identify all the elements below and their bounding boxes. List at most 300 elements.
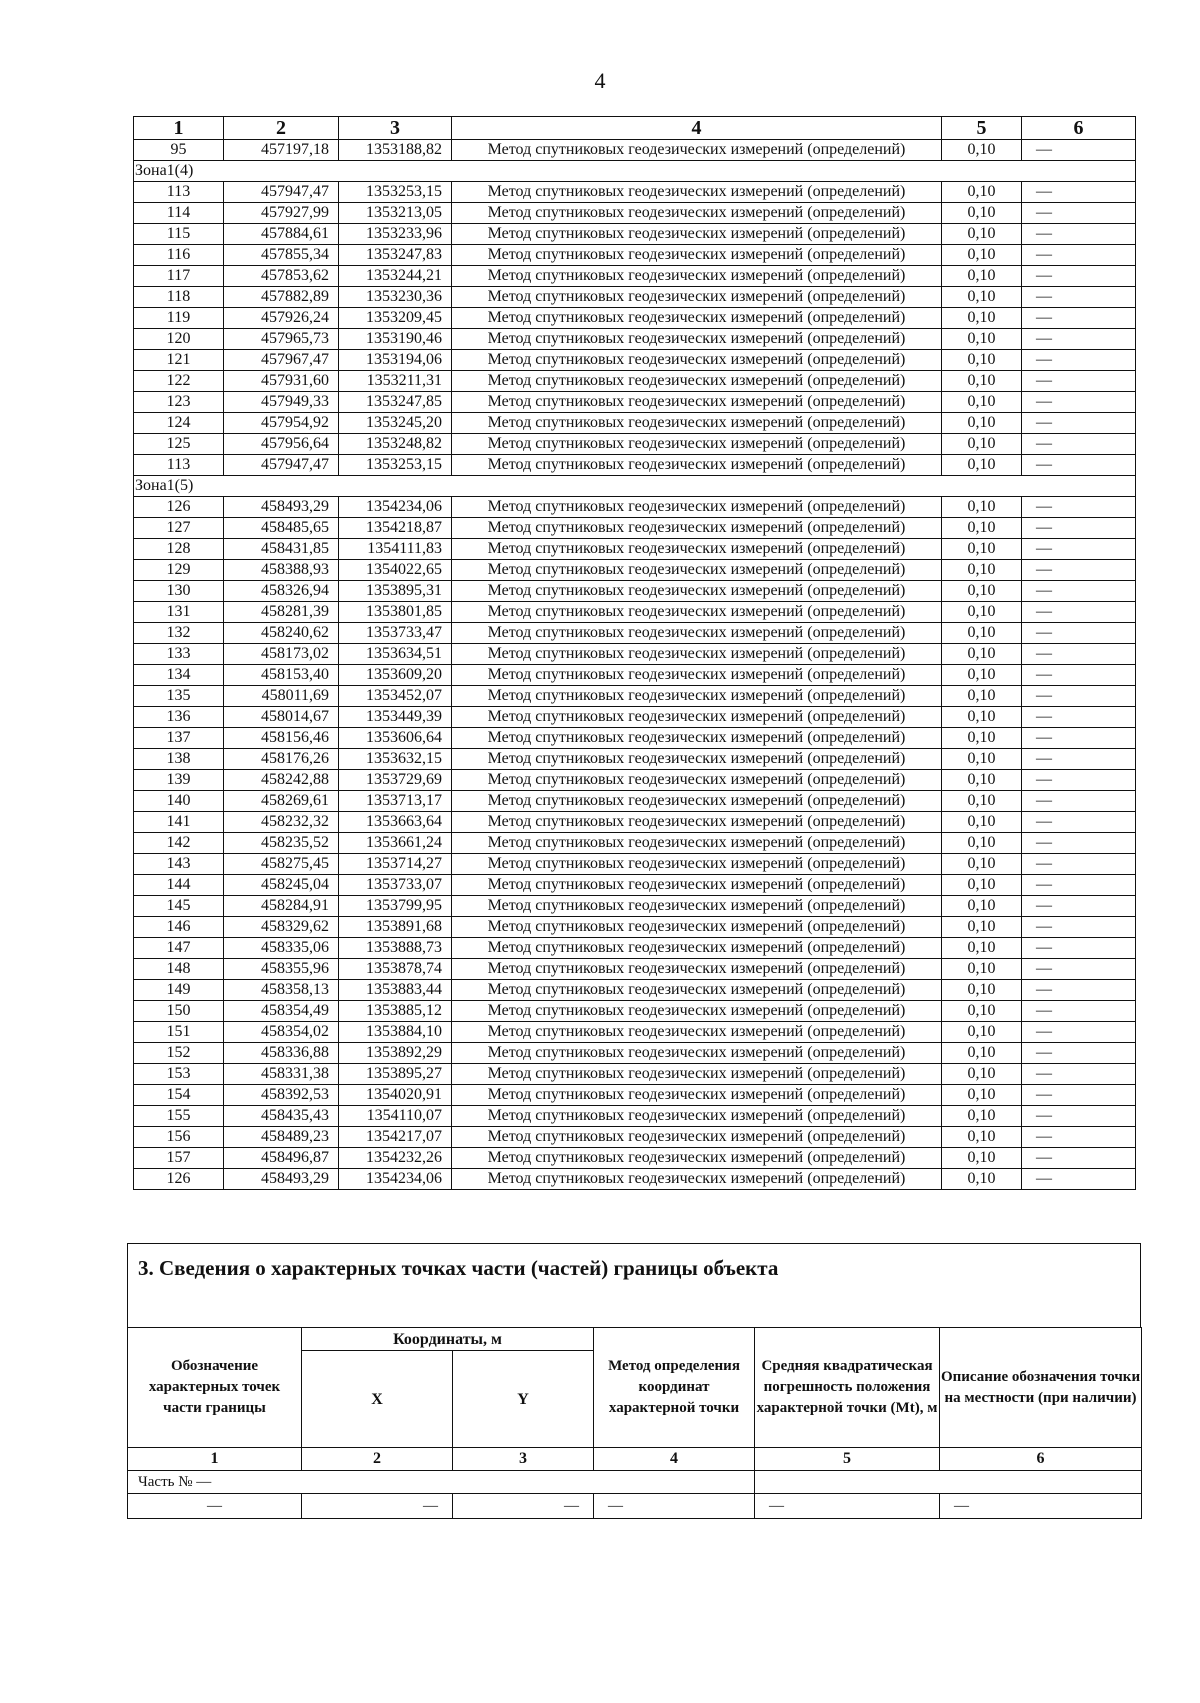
coord-x: 458284,91 bbox=[224, 896, 339, 917]
point-number: 128 bbox=[134, 539, 224, 560]
empty-cell: — bbox=[128, 1494, 302, 1519]
point-number: 138 bbox=[134, 749, 224, 770]
accuracy: 0,10 bbox=[942, 875, 1022, 896]
coord-x: 458235,52 bbox=[224, 833, 339, 854]
point-number: 152 bbox=[134, 1043, 224, 1064]
point-number: 135 bbox=[134, 686, 224, 707]
coord-x: 458173,02 bbox=[224, 644, 339, 665]
method: Метод спутниковых геодезических измерений (определений) bbox=[452, 728, 942, 749]
point-number: 142 bbox=[134, 833, 224, 854]
table-row bbox=[134, 413, 1136, 434]
table-row bbox=[134, 854, 1136, 875]
accuracy: 0,10 bbox=[942, 749, 1022, 770]
accuracy: 0,10 bbox=[942, 917, 1022, 938]
description: — bbox=[1022, 140, 1136, 161]
method: Метод спутниковых геодезических измерений (определений) bbox=[452, 707, 942, 728]
accuracy: 0,10 bbox=[942, 623, 1022, 644]
accuracy: 0,10 bbox=[942, 665, 1022, 686]
accuracy: 0,10 bbox=[942, 266, 1022, 287]
table-row bbox=[134, 749, 1136, 770]
table-row bbox=[134, 686, 1136, 707]
method: Метод спутниковых геодезических измерений (определений) bbox=[452, 266, 942, 287]
coord-x: 458156,46 bbox=[224, 728, 339, 749]
method: Метод спутниковых геодезических измерений (определений) bbox=[452, 287, 942, 308]
table-row bbox=[134, 1022, 1136, 1043]
method: Метод спутниковых геодезических измерений (определений) bbox=[452, 497, 942, 518]
coord-y: 1353733,47 bbox=[339, 623, 452, 644]
point-number: 139 bbox=[134, 770, 224, 791]
table-row bbox=[134, 980, 1136, 1001]
accuracy: 0,10 bbox=[942, 539, 1022, 560]
table-row bbox=[134, 938, 1136, 959]
coord-y: 1353194,06 bbox=[339, 350, 452, 371]
description: — bbox=[1022, 203, 1136, 224]
point-number: 122 bbox=[134, 371, 224, 392]
description: — bbox=[1022, 1064, 1136, 1085]
table-row bbox=[134, 140, 1136, 161]
description: — bbox=[1022, 959, 1136, 980]
table-row bbox=[134, 455, 1136, 476]
description: — bbox=[1022, 938, 1136, 959]
method: Метод спутниковых геодезических измерений (определений) bbox=[452, 791, 942, 812]
method: Метод спутниковых геодезических измерений (определений) bbox=[452, 980, 942, 1001]
table-row bbox=[134, 707, 1136, 728]
table-row bbox=[134, 224, 1136, 245]
table-row bbox=[134, 266, 1136, 287]
point-number: 144 bbox=[134, 875, 224, 896]
coord-x: 457853,62 bbox=[224, 266, 339, 287]
table-row bbox=[134, 350, 1136, 371]
point-number: 150 bbox=[134, 1001, 224, 1022]
table-row bbox=[134, 518, 1136, 539]
coord-y: 1353884,10 bbox=[339, 1022, 452, 1043]
part-column-number-row bbox=[128, 1448, 1142, 1471]
point-number: 114 bbox=[134, 203, 224, 224]
point-number: 125 bbox=[134, 434, 224, 455]
coord-x: 458331,38 bbox=[224, 1064, 339, 1085]
accuracy: 0,10 bbox=[942, 1085, 1022, 1106]
description: — bbox=[1022, 875, 1136, 896]
coord-y: 1353449,39 bbox=[339, 707, 452, 728]
point-number: 151 bbox=[134, 1022, 224, 1043]
accuracy: 0,10 bbox=[942, 1022, 1022, 1043]
table-row bbox=[134, 896, 1136, 917]
coord-x: 458269,61 bbox=[224, 791, 339, 812]
table-row bbox=[134, 1148, 1136, 1169]
column-number: 4 bbox=[452, 117, 942, 140]
point-number: 126 bbox=[134, 1169, 224, 1190]
empty-cell: — bbox=[755, 1494, 940, 1519]
method: Метод спутниковых геодезических измерений (определений) bbox=[452, 581, 942, 602]
method: Метод спутниковых геодезических измерений (определений) bbox=[452, 1169, 942, 1190]
coord-x: 458245,04 bbox=[224, 875, 339, 896]
description: — bbox=[1022, 644, 1136, 665]
coord-x: 457965,73 bbox=[224, 329, 339, 350]
description: — bbox=[1022, 917, 1136, 938]
table-row bbox=[134, 308, 1136, 329]
accuracy: 0,10 bbox=[942, 308, 1022, 329]
zone-header-row bbox=[134, 476, 1136, 497]
method: Метод спутниковых геодезических измерений (определений) bbox=[452, 560, 942, 581]
table-row bbox=[134, 329, 1136, 350]
coord-x: 458354,49 bbox=[224, 1001, 339, 1022]
coord-x: 458496,87 bbox=[224, 1148, 339, 1169]
coord-y: 1353609,20 bbox=[339, 665, 452, 686]
description: — bbox=[1022, 770, 1136, 791]
table-row bbox=[134, 812, 1136, 833]
zone-label: Зона1(4) bbox=[134, 161, 1136, 182]
point-number: 119 bbox=[134, 308, 224, 329]
accuracy: 0,10 bbox=[942, 182, 1022, 203]
accuracy: 0,10 bbox=[942, 413, 1022, 434]
description: — bbox=[1022, 539, 1136, 560]
coord-y: 1353244,21 bbox=[339, 266, 452, 287]
coord-x: 457855,34 bbox=[224, 245, 339, 266]
method: Метод спутниковых геодезических измерений (определений) bbox=[452, 644, 942, 665]
coord-x: 458176,26 bbox=[224, 749, 339, 770]
method: Метод спутниковых геодезических измерений (определений) bbox=[452, 1085, 942, 1106]
point-number: 123 bbox=[134, 392, 224, 413]
coord-y: 1353452,07 bbox=[339, 686, 452, 707]
coord-y: 1353895,31 bbox=[339, 581, 452, 602]
empty-cell: — bbox=[940, 1494, 1142, 1519]
point-number: 124 bbox=[134, 413, 224, 434]
coordinates-table-body bbox=[134, 117, 1136, 1190]
accuracy: 0,10 bbox=[942, 245, 1022, 266]
coord-y: 1353247,85 bbox=[339, 392, 452, 413]
method: Метод спутниковых геодезических измерений (определений) bbox=[452, 539, 942, 560]
table-row bbox=[134, 287, 1136, 308]
method: Метод спутниковых геодезических измерений (определений) bbox=[452, 602, 942, 623]
part-points-table bbox=[127, 1327, 1142, 1519]
part-label: Часть № — bbox=[128, 1471, 755, 1494]
coord-x: 458275,45 bbox=[224, 854, 339, 875]
method: Метод спутниковых геодезических измерений (определений) bbox=[452, 455, 942, 476]
table-row bbox=[134, 1043, 1136, 1064]
description: — bbox=[1022, 350, 1136, 371]
coord-x: 458489,23 bbox=[224, 1127, 339, 1148]
column-number: 2 bbox=[302, 1448, 453, 1471]
coord-y: 1353892,29 bbox=[339, 1043, 452, 1064]
table-row bbox=[134, 497, 1136, 518]
coord-x: 457949,33 bbox=[224, 392, 339, 413]
description: — bbox=[1022, 1127, 1136, 1148]
table-row bbox=[134, 728, 1136, 749]
coord-x: 457926,24 bbox=[224, 308, 339, 329]
accuracy: 0,10 bbox=[942, 770, 1022, 791]
coord-x: 457927,99 bbox=[224, 203, 339, 224]
coord-x: 457931,60 bbox=[224, 371, 339, 392]
coord-y: 1353606,64 bbox=[339, 728, 452, 749]
point-number: 133 bbox=[134, 644, 224, 665]
table-row bbox=[134, 434, 1136, 455]
description: — bbox=[1022, 1043, 1136, 1064]
header-accuracy: Средняя квадратическая погрешность положения характерной точки (Mt), м bbox=[755, 1328, 940, 1448]
accuracy: 0,10 bbox=[942, 1148, 1022, 1169]
description: — bbox=[1022, 434, 1136, 455]
column-number: 1 bbox=[134, 117, 224, 140]
accuracy: 0,10 bbox=[942, 707, 1022, 728]
accuracy: 0,10 bbox=[942, 581, 1022, 602]
column-number: 5 bbox=[942, 117, 1022, 140]
description: — bbox=[1022, 1106, 1136, 1127]
header-method: Метод определения координат характерной точки bbox=[594, 1328, 755, 1448]
method: Метод спутниковых геодезических измерений (определений) bbox=[452, 875, 942, 896]
empty-cell: — bbox=[594, 1494, 755, 1519]
part-header-row bbox=[128, 1328, 1142, 1351]
coord-x: 458014,67 bbox=[224, 707, 339, 728]
point-number: 130 bbox=[134, 581, 224, 602]
coord-y: 1353247,83 bbox=[339, 245, 452, 266]
coord-y: 1354110,07 bbox=[339, 1106, 452, 1127]
point-number: 147 bbox=[134, 938, 224, 959]
coord-x: 458326,94 bbox=[224, 581, 339, 602]
description: — bbox=[1022, 1169, 1136, 1190]
description: — bbox=[1022, 581, 1136, 602]
accuracy: 0,10 bbox=[942, 1106, 1022, 1127]
column-number: 5 bbox=[755, 1448, 940, 1471]
description: — bbox=[1022, 1085, 1136, 1106]
point-number: 153 bbox=[134, 1064, 224, 1085]
coord-y: 1353885,12 bbox=[339, 1001, 452, 1022]
accuracy: 0,10 bbox=[942, 455, 1022, 476]
point-number: 116 bbox=[134, 245, 224, 266]
accuracy: 0,10 bbox=[942, 791, 1022, 812]
table-row bbox=[134, 1127, 1136, 1148]
accuracy: 0,10 bbox=[942, 644, 1022, 665]
part-label-row bbox=[128, 1471, 1142, 1494]
coord-y: 1353253,15 bbox=[339, 455, 452, 476]
coord-y: 1353233,96 bbox=[339, 224, 452, 245]
description: — bbox=[1022, 812, 1136, 833]
description: — bbox=[1022, 308, 1136, 329]
point-number: 129 bbox=[134, 560, 224, 581]
description: — bbox=[1022, 224, 1136, 245]
column-number: 2 bbox=[224, 117, 339, 140]
method: Метод спутниковых геодезических измерений (определений) bbox=[452, 623, 942, 644]
description: — bbox=[1022, 560, 1136, 581]
coord-x: 458281,39 bbox=[224, 602, 339, 623]
coord-y: 1354022,65 bbox=[339, 560, 452, 581]
method: Метод спутниковых геодезических измерений (определений) bbox=[452, 392, 942, 413]
coord-x: 458153,40 bbox=[224, 665, 339, 686]
coord-x: 458392,53 bbox=[224, 1085, 339, 1106]
table-row bbox=[134, 1169, 1136, 1190]
coord-y: 1353211,31 bbox=[339, 371, 452, 392]
coord-x: 457956,64 bbox=[224, 434, 339, 455]
coord-y: 1354234,06 bbox=[339, 497, 452, 518]
accuracy: 0,10 bbox=[942, 812, 1022, 833]
coord-x: 457954,92 bbox=[224, 413, 339, 434]
accuracy: 0,10 bbox=[942, 1064, 1022, 1085]
coord-x: 458011,69 bbox=[224, 686, 339, 707]
coord-x: 458335,06 bbox=[224, 938, 339, 959]
accuracy: 0,10 bbox=[942, 371, 1022, 392]
point-number: 115 bbox=[134, 224, 224, 245]
coord-y: 1353713,17 bbox=[339, 791, 452, 812]
column-number: 3 bbox=[453, 1448, 594, 1471]
coord-y: 1353729,69 bbox=[339, 770, 452, 791]
coord-y: 1354232,26 bbox=[339, 1148, 452, 1169]
coord-y: 1353878,74 bbox=[339, 959, 452, 980]
accuracy: 0,10 bbox=[942, 896, 1022, 917]
method: Метод спутниковых геодезических измерений (определений) bbox=[452, 308, 942, 329]
header-designation: Обозначение характерных точек части границы bbox=[128, 1328, 302, 1448]
description: — bbox=[1022, 707, 1136, 728]
point-number: 156 bbox=[134, 1127, 224, 1148]
coord-x: 458355,96 bbox=[224, 959, 339, 980]
table-row bbox=[134, 833, 1136, 854]
accuracy: 0,10 bbox=[942, 560, 1022, 581]
description: — bbox=[1022, 686, 1136, 707]
accuracy: 0,10 bbox=[942, 140, 1022, 161]
accuracy: 0,10 bbox=[942, 434, 1022, 455]
accuracy: 0,10 bbox=[942, 854, 1022, 875]
accuracy: 0,10 bbox=[942, 203, 1022, 224]
coord-x: 458240,62 bbox=[224, 623, 339, 644]
table-row bbox=[134, 203, 1136, 224]
method: Метод спутниковых геодезических измерений (определений) bbox=[452, 1127, 942, 1148]
point-number: 146 bbox=[134, 917, 224, 938]
method: Метод спутниковых геодезических измерений (определений) bbox=[452, 182, 942, 203]
method: Метод спутниковых геодезических измерений (определений) bbox=[452, 854, 942, 875]
point-number: 121 bbox=[134, 350, 224, 371]
description: — bbox=[1022, 518, 1136, 539]
column-number: 6 bbox=[1022, 117, 1136, 140]
table-row bbox=[134, 371, 1136, 392]
coord-y: 1353883,44 bbox=[339, 980, 452, 1001]
point-number: 113 bbox=[134, 455, 224, 476]
table-row bbox=[134, 791, 1136, 812]
table-row bbox=[134, 1001, 1136, 1022]
accuracy: 0,10 bbox=[942, 1169, 1022, 1190]
point-number: 137 bbox=[134, 728, 224, 749]
coord-y: 1353733,07 bbox=[339, 875, 452, 896]
description: — bbox=[1022, 833, 1136, 854]
zone-header-row bbox=[134, 161, 1136, 182]
coord-y: 1354217,07 bbox=[339, 1127, 452, 1148]
method: Метод спутниковых геодезических измерений (определений) bbox=[452, 1043, 942, 1064]
point-number: 126 bbox=[134, 497, 224, 518]
coord-y: 1353188,82 bbox=[339, 140, 452, 161]
accuracy: 0,10 bbox=[942, 518, 1022, 539]
coord-y: 1353632,15 bbox=[339, 749, 452, 770]
table-row bbox=[134, 182, 1136, 203]
point-number: 143 bbox=[134, 854, 224, 875]
description: — bbox=[1022, 854, 1136, 875]
method: Метод спутниковых геодезических измерений (определений) bbox=[452, 434, 942, 455]
method: Метод спутниковых геодезических измерений (определений) bbox=[452, 1001, 942, 1022]
column-number: 1 bbox=[128, 1448, 302, 1471]
point-number: 145 bbox=[134, 896, 224, 917]
table-row bbox=[134, 602, 1136, 623]
point-number: 136 bbox=[134, 707, 224, 728]
coord-x: 458435,43 bbox=[224, 1106, 339, 1127]
description: — bbox=[1022, 1022, 1136, 1043]
coord-x: 457884,61 bbox=[224, 224, 339, 245]
method: Метод спутниковых геодезических измерений (определений) bbox=[452, 1106, 942, 1127]
description: — bbox=[1022, 371, 1136, 392]
table-row bbox=[134, 560, 1136, 581]
description: — bbox=[1022, 392, 1136, 413]
coord-y: 1354218,87 bbox=[339, 518, 452, 539]
point-number: 141 bbox=[134, 812, 224, 833]
description: — bbox=[1022, 182, 1136, 203]
table-row bbox=[134, 917, 1136, 938]
accuracy: 0,10 bbox=[942, 329, 1022, 350]
column-number: 4 bbox=[594, 1448, 755, 1471]
coord-y: 1354111,83 bbox=[339, 539, 452, 560]
accuracy: 0,10 bbox=[942, 833, 1022, 854]
coord-x: 457967,47 bbox=[224, 350, 339, 371]
table-row bbox=[134, 665, 1136, 686]
coord-y: 1353190,46 bbox=[339, 329, 452, 350]
header-description: Описание обозначения точки на местности (при наличии) bbox=[940, 1328, 1142, 1448]
page-number: 4 bbox=[594, 68, 606, 93]
table-row bbox=[134, 644, 1136, 665]
coordinates-table bbox=[133, 116, 1136, 1190]
column-number: 6 bbox=[940, 1448, 1142, 1471]
table-row bbox=[134, 245, 1136, 266]
coord-x: 457947,47 bbox=[224, 455, 339, 476]
coord-y: 1354020,91 bbox=[339, 1085, 452, 1106]
description: — bbox=[1022, 665, 1136, 686]
coord-y: 1354234,06 bbox=[339, 1169, 452, 1190]
method: Метод спутниковых геодезических измерений (определений) bbox=[452, 917, 942, 938]
description: — bbox=[1022, 896, 1136, 917]
header-coordinates: Координаты, м bbox=[302, 1328, 594, 1351]
accuracy: 0,10 bbox=[942, 1043, 1022, 1064]
description: — bbox=[1022, 1001, 1136, 1022]
method: Метод спутниковых геодезических измерений (определений) bbox=[452, 1148, 942, 1169]
coord-x: 458242,88 bbox=[224, 770, 339, 791]
coord-y: 1353714,27 bbox=[339, 854, 452, 875]
point-number: 155 bbox=[134, 1106, 224, 1127]
method: Метод спутниковых геодезических измерений (определений) bbox=[452, 350, 942, 371]
coord-x: 458431,85 bbox=[224, 539, 339, 560]
accuracy: 0,10 bbox=[942, 686, 1022, 707]
method: Метод спутниковых геодезических измерений (определений) bbox=[452, 938, 942, 959]
method: Метод спутниковых геодезических измерений (определений) bbox=[452, 518, 942, 539]
coord-x: 458336,88 bbox=[224, 1043, 339, 1064]
coord-y: 1353213,05 bbox=[339, 203, 452, 224]
table-row bbox=[134, 539, 1136, 560]
coord-y: 1353801,85 bbox=[339, 602, 452, 623]
description: — bbox=[1022, 497, 1136, 518]
coord-y: 1353661,24 bbox=[339, 833, 452, 854]
table-row bbox=[134, 581, 1136, 602]
method: Метод спутниковых геодезических измерений (определений) bbox=[452, 770, 942, 791]
table-row bbox=[134, 770, 1136, 791]
accuracy: 0,10 bbox=[942, 938, 1022, 959]
method: Метод спутниковых геодезических измерений (определений) bbox=[452, 245, 942, 266]
description: — bbox=[1022, 266, 1136, 287]
description: — bbox=[1022, 602, 1136, 623]
method: Метод спутниковых геодезических измерений (определений) bbox=[452, 1022, 942, 1043]
method: Метод спутниковых геодезических измерений (определений) bbox=[452, 686, 942, 707]
coord-y: 1353248,82 bbox=[339, 434, 452, 455]
header-y: Y bbox=[453, 1351, 594, 1448]
point-number: 154 bbox=[134, 1085, 224, 1106]
coord-x: 458493,29 bbox=[224, 1169, 339, 1190]
description: — bbox=[1022, 245, 1136, 266]
coord-x: 457882,89 bbox=[224, 287, 339, 308]
table-row bbox=[134, 392, 1136, 413]
method: Метод спутниковых геодезических измерений (определений) bbox=[452, 413, 942, 434]
column-number: 3 bbox=[339, 117, 452, 140]
method: Метод спутниковых геодезических измерений (определений) bbox=[452, 665, 942, 686]
method: Метод спутниковых геодезических измерений (определений) bbox=[452, 224, 942, 245]
